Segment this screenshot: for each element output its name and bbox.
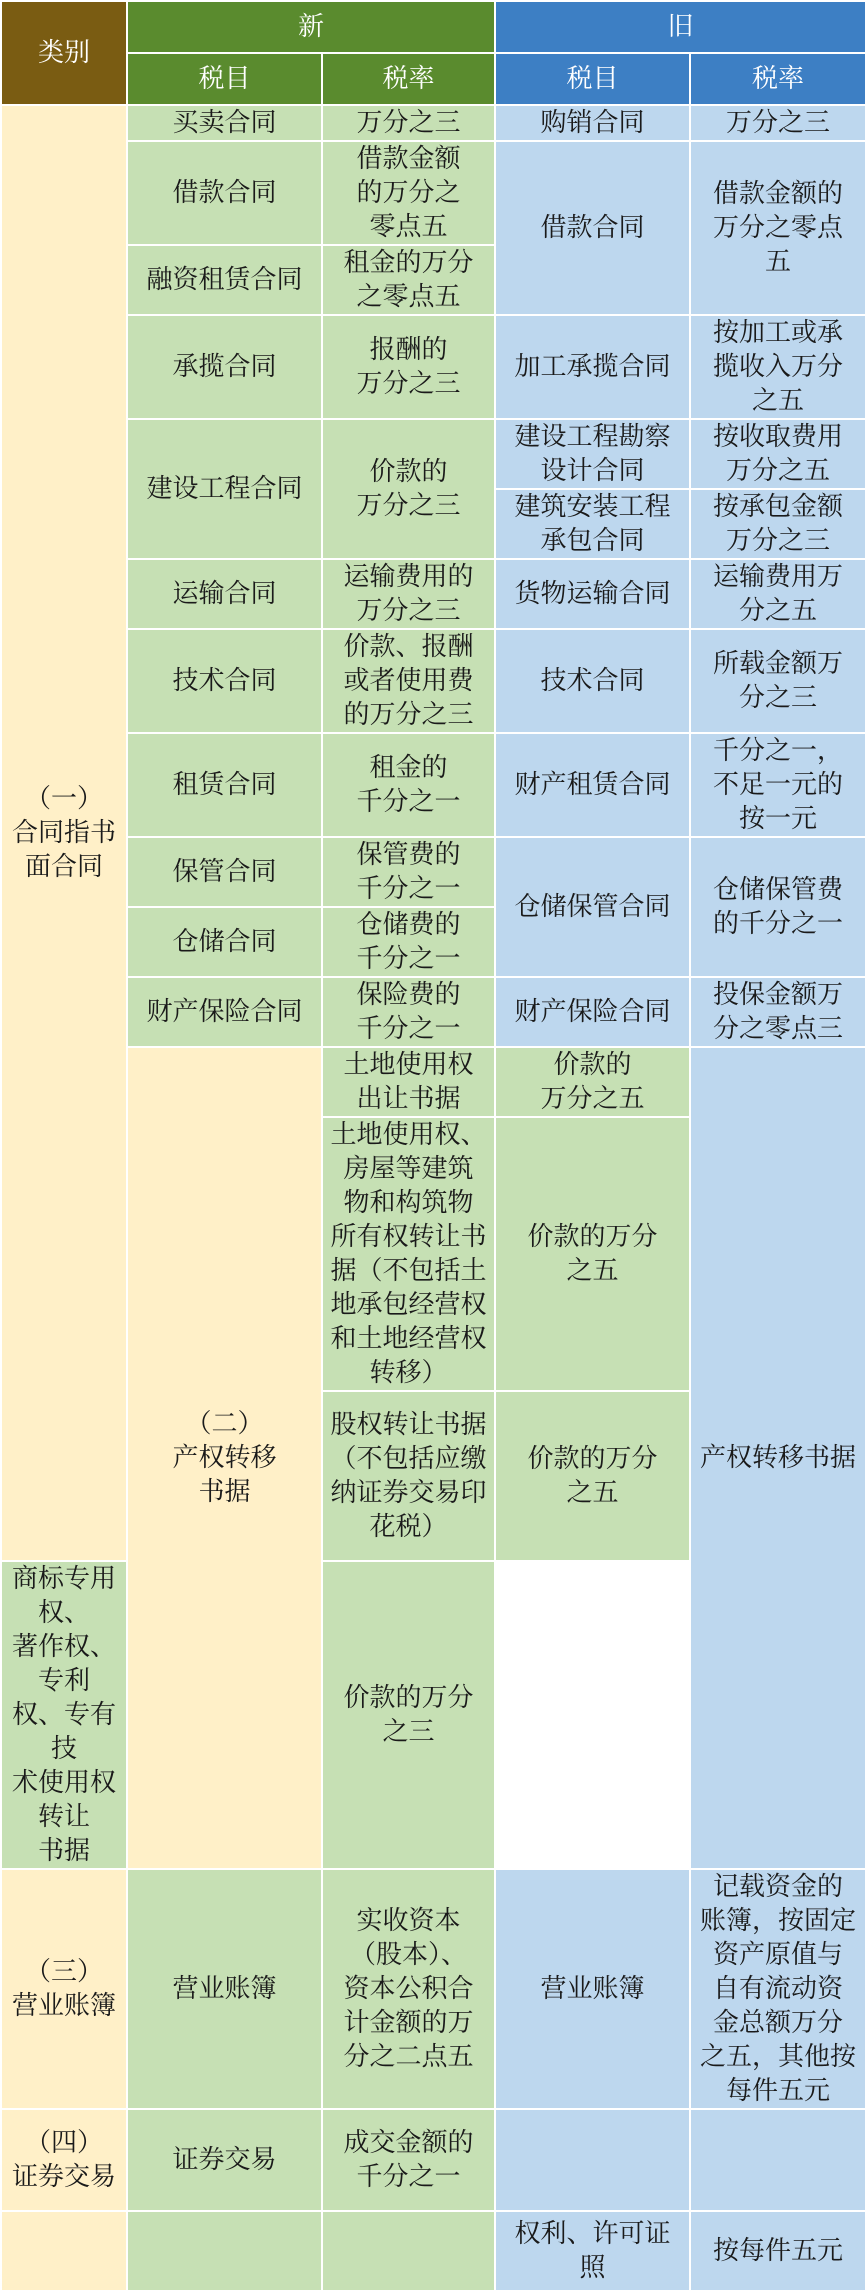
table-row	[1, 837, 866, 907]
new-rate-cell: 万分之三	[322, 105, 495, 141]
new-item-cell: 建设工程合同	[127, 419, 322, 559]
table-row	[1, 733, 866, 837]
old-item-cell: 营业账簿	[495, 1869, 690, 2109]
new-rate-cell: 价款、报酬 或者使用费 的万分之三	[322, 629, 495, 733]
old-item-cell: 加工承揽合同	[495, 315, 690, 419]
new-rate-cell-empty	[322, 2211, 495, 2291]
old-rate-cell: 按每件五元	[690, 2211, 866, 2291]
header-row-sub	[1, 53, 866, 105]
old-item-cell: 货物运输合同	[495, 559, 690, 629]
old-rate-cell: 运输费用万 分之五	[690, 559, 866, 629]
category-contracts: （一） 合同指书 面合同	[1, 105, 127, 1561]
new-rate-cell: 价款的万分 之五	[495, 1391, 690, 1561]
header-old-rate: 税率	[690, 53, 866, 105]
table-row	[1, 1869, 866, 2109]
table-row	[1, 1047, 866, 1117]
old-rate-cell: 所载金额万 分之三	[690, 629, 866, 733]
category-securities: （四） 证券交易	[1, 2109, 127, 2211]
new-rate-cell: 价款的 万分之三	[322, 419, 495, 559]
new-item-cell: 财产保险合同	[127, 977, 322, 1047]
header-row-main	[1, 1, 866, 53]
old-rate-cell-empty	[690, 2109, 866, 2211]
old-item-cell: 建筑安装工程 承包合同	[495, 489, 690, 559]
new-rate-cell: 成交金额的 千分之一	[322, 2109, 495, 2211]
old-item-cell-empty	[495, 2109, 690, 2211]
new-item-cell: 融资租赁合同	[127, 245, 322, 315]
new-item-cell-empty	[127, 2211, 322, 2291]
old-item-cell: 购销合同	[495, 105, 690, 141]
new-item-cell: 证券交易	[127, 2109, 322, 2211]
new-item-cell: 仓储合同	[127, 907, 322, 977]
new-item-cell: 营业账簿	[127, 1869, 322, 2109]
new-item-cell: 买卖合同	[127, 105, 322, 141]
table-row	[1, 559, 866, 629]
new-rate-cell: 借款金额 的万分之 零点五	[322, 141, 495, 245]
old-rate-cell: 投保金额万 分之零点三	[690, 977, 866, 1047]
table-row	[1, 141, 866, 245]
old-item-cell: 权利、许可证 照	[495, 2211, 690, 2291]
old-rate-cell: 仓储保管费 的千分之一	[690, 837, 866, 977]
table-row	[1, 419, 866, 489]
header-new-rate: 税率	[322, 53, 495, 105]
old-rate-cell: 千分之一， 不足一元的 按一元	[690, 733, 866, 837]
table-row	[1, 629, 866, 733]
new-rate-cell: 保管费的 千分之一	[322, 837, 495, 907]
new-item-cell: 运输合同	[127, 559, 322, 629]
old-rate-cell: 按加工或承 揽收入万分 之五	[690, 315, 866, 419]
new-item-cell: 租赁合同	[127, 733, 322, 837]
table-row	[1, 2211, 866, 2291]
old-rate-cell: 借款金额的 万分之零点 五	[690, 141, 866, 315]
new-item-cell: 承揽合同	[127, 315, 322, 419]
old-item-cell: 财产租赁合同	[495, 733, 690, 837]
new-rate-cell: 租金的 千分之一	[322, 733, 495, 837]
table-row	[1, 2109, 866, 2211]
new-item-cell: 保管合同	[127, 837, 322, 907]
new-rate-cell: 运输费用的 万分之三	[322, 559, 495, 629]
old-rate-cell: 按收取费用 万分之五	[690, 419, 866, 489]
old-rate-cell: 万分之三	[690, 105, 866, 141]
table-row	[1, 977, 866, 1047]
old-item-cell: 仓储保管合同	[495, 837, 690, 977]
new-item-cell: 技术合同	[127, 629, 322, 733]
new-item-cell: 土地使用权 出让书据	[322, 1047, 495, 1117]
old-item-cell: 产权转移书据	[690, 1047, 866, 1869]
old-item-cell: 借款合同	[495, 141, 690, 315]
new-rate-cell: 实收资本 （股本）、 资本公积合 计金额的万 分之二点五	[322, 1869, 495, 2109]
header-old: 旧	[495, 1, 866, 53]
new-rate-cell: 价款的万分 之五	[495, 1117, 690, 1391]
new-rate-cell: 租金的万分 之零点五	[322, 245, 495, 315]
category-empty	[1, 2211, 127, 2291]
header-old-item: 税目	[495, 53, 690, 105]
new-rate-cell: 价款的万分 之三	[322, 1561, 495, 1869]
category-business-books: （三） 营业账簿	[1, 1869, 127, 2109]
old-rate-cell: 按承包金额 万分之三	[690, 489, 866, 559]
table-row	[1, 315, 866, 419]
old-item-cell: 建设工程勘察 设计合同	[495, 419, 690, 489]
new-rate-cell: 报酬的 万分之三	[322, 315, 495, 419]
old-item-cell: 财产保险合同	[495, 977, 690, 1047]
category-property-transfer: （二） 产权转移 书据	[127, 1047, 322, 1869]
new-item-cell: 借款合同	[127, 141, 322, 245]
table-row	[1, 105, 866, 141]
header-category: 类别	[1, 1, 127, 105]
new-item-cell: 土地使用权、 房屋等建筑 物和构筑物 所有权转让书 据（不包括土 地承包经营权 和土地经营权 转移）	[322, 1117, 495, 1391]
new-rate-cell: 仓储费的 千分之一	[322, 907, 495, 977]
new-item-cell: 商标专用权、 著作权、专利 权、专有技 术使用权转让 书据	[1, 1561, 127, 1869]
old-item-cell: 技术合同	[495, 629, 690, 733]
header-new: 新	[127, 1, 495, 53]
new-rate-cell: 保险费的 千分之一	[322, 977, 495, 1047]
new-rate-cell: 价款的 万分之五	[495, 1047, 690, 1117]
header-new-item: 税目	[127, 53, 322, 105]
old-rate-cell: 记载资金的 账簿，按固定 资产原值与 自有流动资 金总额万分 之五，其他按 每件五元	[690, 1869, 866, 2109]
new-item-cell: 股权转让书据 （不包括应缴 纳证券交易印 花税）	[322, 1391, 495, 1561]
